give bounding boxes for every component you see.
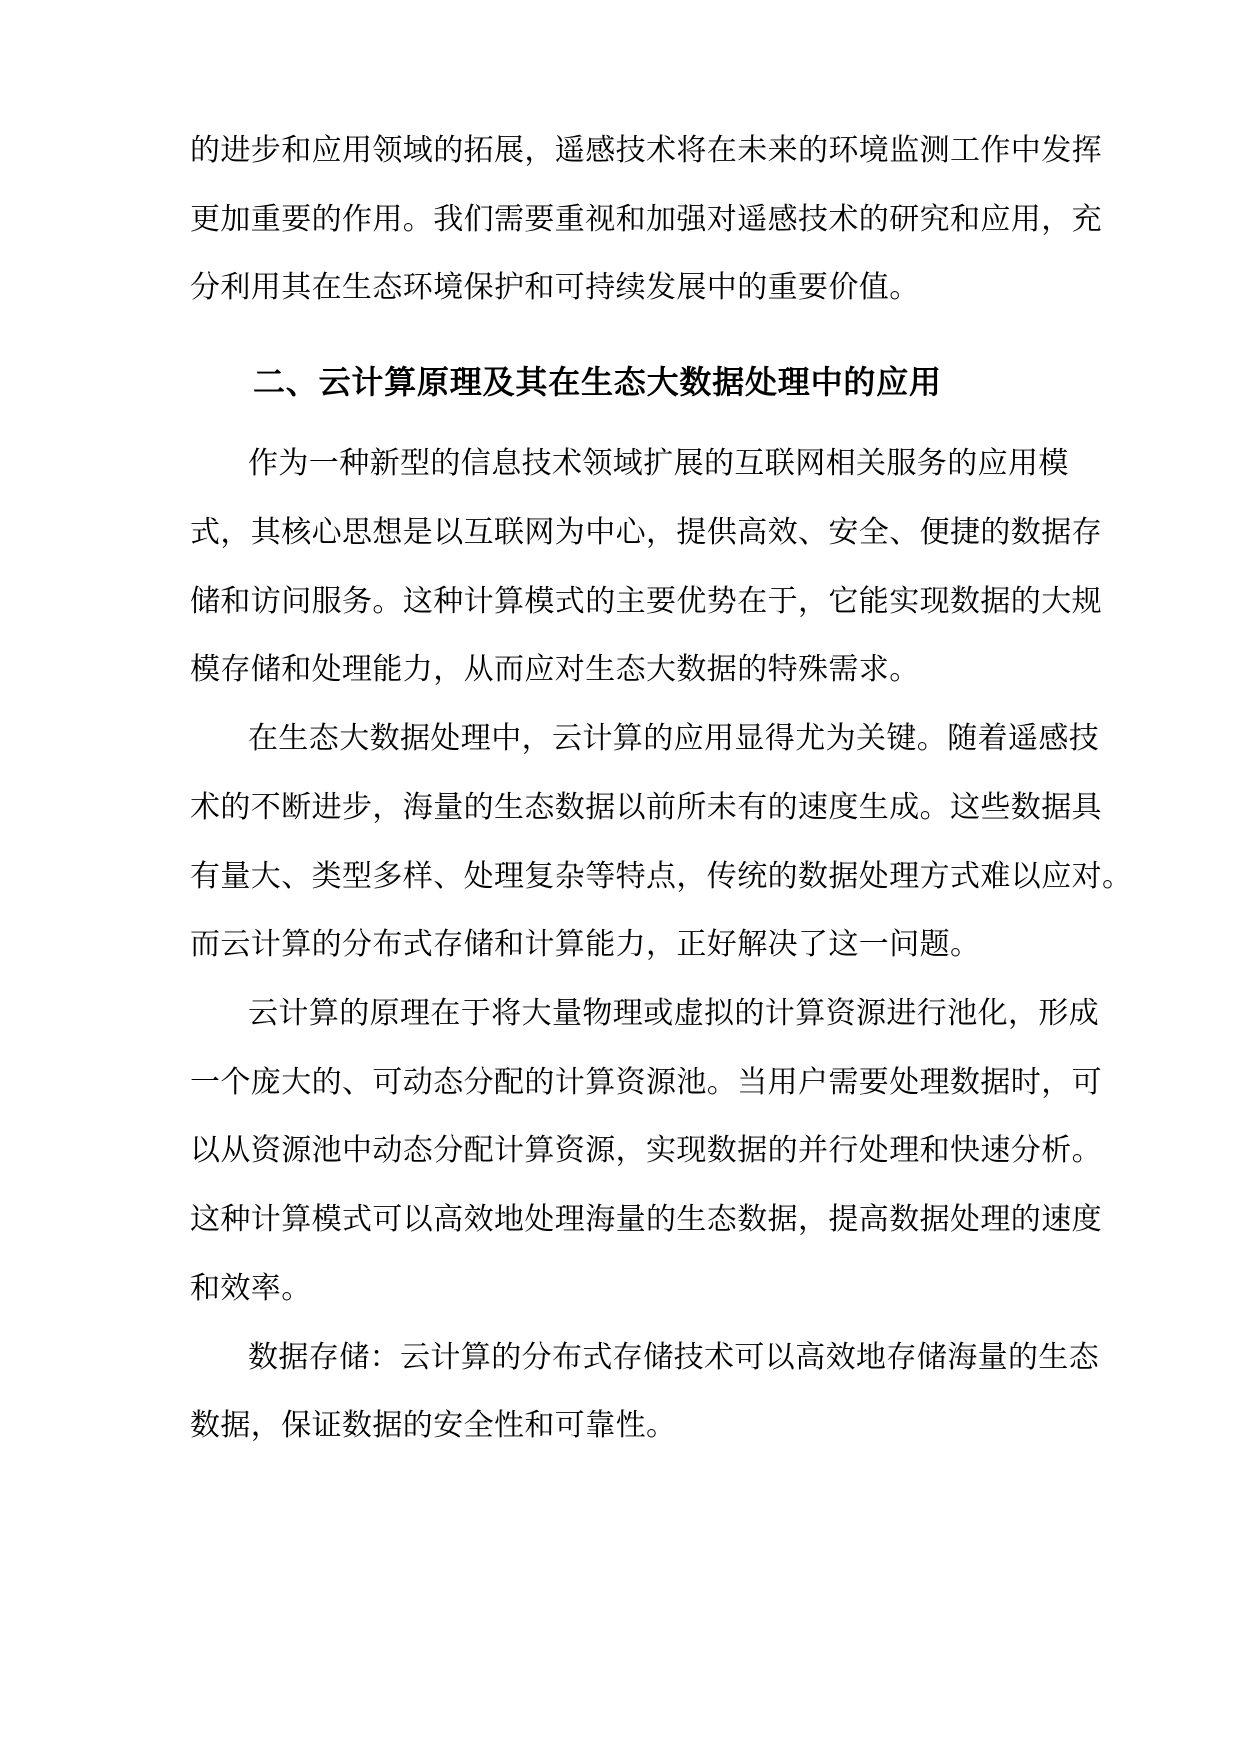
paragraph-3-line-1: 云计算的原理在于将大量物理或虚拟的计算资源进行池化，形成 [248, 996, 1100, 1031]
section-heading: 二、云计算原理及其在生态大数据处理中的应用 [253, 363, 942, 401]
paragraph-1-line-3: 储和访问服务。这种计算模式的主要优势在于，它能实现数据的大规 [190, 584, 1102, 619]
paragraph-2-line-4: 而云计算的分布式存储和计算能力，正好解决了这一问题。 [190, 927, 981, 962]
paragraph-2-line-3: 有量大、类型多样、处理复杂等特点，传统的数据处理方式难以应对。 [190, 859, 1133, 894]
paragraph-1-line-4: 模存储和处理能力，从而应对生态大数据的特殊需求。 [190, 652, 920, 687]
paragraph-2-line-2: 术的不断进步，海量的生态数据以前所未有的速度生成。这些数据具 [190, 790, 1102, 825]
paragraph-4-line-2: 数据，保证数据的安全性和可靠性。 [190, 1408, 677, 1443]
paragraph-2-line-1: 在生态大数据处理中，云计算的应用显得尤为关键。随着遥感技 [248, 721, 1100, 756]
paragraph-3-line-5: 和效率。 [190, 1271, 312, 1306]
paragraph-3-line-3: 以从资源池中动态分配计算资源，实现数据的并行处理和快速分析。 [190, 1133, 1102, 1168]
intro-line-1: 的进步和应用领域的拓展，遥感技术将在未来的环境监测工作中发挥 [190, 133, 1102, 168]
paragraph-1-line-2: 式，其核心思想是以互联网为中心，提供高效、安全、便捷的数据存 [190, 515, 1102, 550]
paragraph-3-line-4: 这种计算模式可以高效地处理海量的生态数据，提高数据处理的速度 [190, 1202, 1102, 1237]
paragraph-3-line-2: 一个庞大的、可动态分配的计算资源池。当用户需要处理数据时，可 [190, 1065, 1102, 1100]
intro-line-2: 更加重要的作用。我们需要重视和加强对遥感技术的研究和应用，充 [190, 202, 1102, 237]
intro-line-3: 分利用其在生态环境保护和可持续发展中的重要价值。 [190, 270, 920, 305]
paragraph-1-line-1: 作为一种新型的信息技术领域扩展的互联网相关服务的应用模 [248, 446, 1069, 481]
paragraph-4-line-1: 数据存储：云计算的分布式存储技术可以高效地存储海量的生态 [248, 1340, 1100, 1375]
